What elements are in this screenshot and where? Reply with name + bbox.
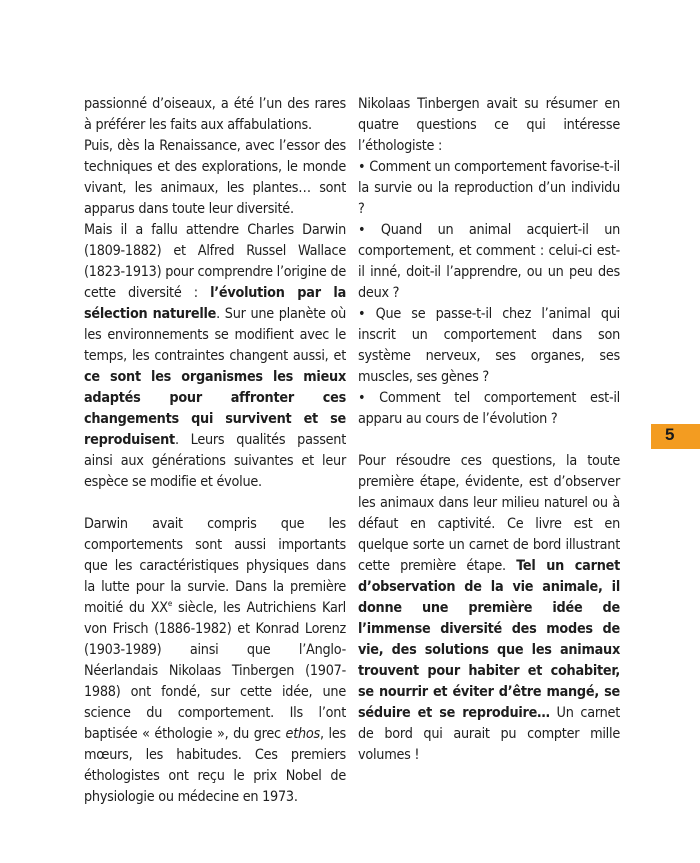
paragraph-intro-continuation: passionné d’oiseaux, a été l’un des rares à préférer les faits aux affabulations. <box>84 96 346 133</box>
paragraph-gap <box>84 493 346 514</box>
text: . Sur une planète où les environnements se modifient avec le temps, les contraintes changent aussi, et <box>84 306 347 364</box>
paragraph-observation <box>358 451 620 766</box>
text: Un carnet de bord qui aurait pu compter mille volumes ! <box>358 705 620 763</box>
paragraph-ethology <box>84 514 346 808</box>
text: . Leurs qualités passent ainsi aux générations suivantes et leur espèce se modifie et évolue. <box>84 432 346 490</box>
left-column <box>84 94 346 808</box>
text: siècle, les Autrichiens Karl von Frisch (1886-1982) et Konrad Lorenz (1903-1989) ainsi que l’Anglo-Néerlandais Nikolaas Tinbergen (1907-1988) ont fondé, sur cette idée, une science du comportement. Ils l’ont baptisée « éthologie », du grec <box>84 600 346 742</box>
text: , les mœurs, les habitudes. Ces premiers éthologistes ont reçu le prix Nobel de physiologie ou médecine en 1973. <box>84 726 346 805</box>
paragraph-gap <box>358 430 620 451</box>
bold-text: Tel un carnet d’observation de la vie animale, il donne une première idée de l’immense diversité des modes de vie, des solutions que les animaux trouvent pour habiter et cohabiter, se nourrir et éviter d’être mangé, se séduire et se reproduire… <box>358 558 620 721</box>
right-column <box>358 94 620 766</box>
text: Mais il a fallu attendre Charles Darwin (1809-1882) et Alfred Russel Wallace (1823-1913) pour comprendre l’origine de cette diversité : <box>84 222 346 301</box>
text: Pour résoudre ces questions, la toute première étape, évidente, est d’observer les animaux dans leur milieu naturel ou à défaut en captivité. Ce livre est en quelque sorte un carnet de bord illustrant cette première étape. <box>358 453 620 574</box>
list-item-question: • Comment un comportement favorise-t-il la survie ou la reproduction d’un individu ? <box>358 159 620 217</box>
list-item-question: • Quand un animal acquiert-il un comportement, et comment : celui-ci est-il inné, doit-il l’apprendre, ou un peu des deux ? <box>358 222 620 301</box>
bold-text: l’évolution par la sélection naturelle <box>84 285 347 322</box>
paragraph-tinbergen-intro: Nikolaas Tinbergen avait su résumer en quatre questions ce qui intéresse l’éthologiste : <box>358 96 620 154</box>
list-item-question: • Que se passe-t-il chez l’animal qui inscrit un comportement dans son système nerveux, ses organes, ses muscles, ses gènes ? <box>358 306 620 385</box>
page-number-tab <box>651 424 700 449</box>
list-item-question: • Comment tel comportement est-il apparu au cours de l’évolution ? <box>358 390 620 427</box>
page-number: 5 <box>665 425 675 444</box>
bold-text: ce sont les organismes les mieux adaptés pour affronter ces changements qui survivent et se reproduisent <box>84 369 346 448</box>
paragraph-renaissance: Puis, dès la Renaissance, avec l’essor des techniques et des explorations, le monde vivant, les animaux, les plantes… sont apparus dans toute leur diversité. <box>84 138 346 217</box>
text: Darwin avait compris que les comportements sont aussi importants que les caractéristiques physiques dans la lutte pour la survie. Dans la première moitié du XX <box>84 516 346 616</box>
italic-text: ethos <box>285 726 320 742</box>
superscript: e <box>167 599 173 609</box>
paragraph-darwin <box>84 220 346 493</box>
